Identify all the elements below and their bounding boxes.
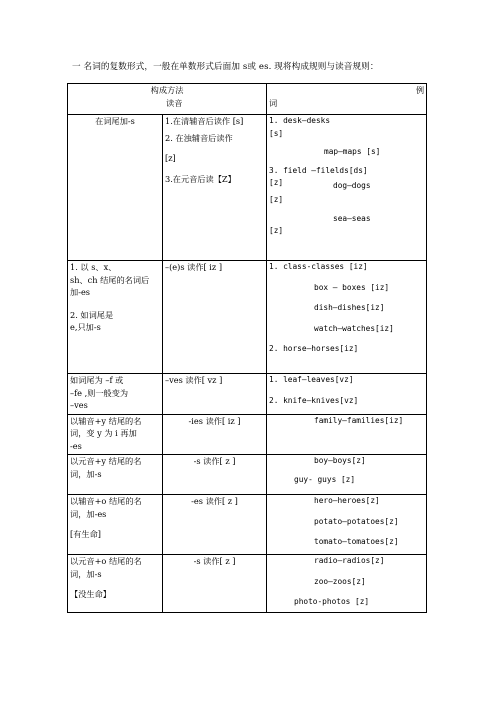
example-line: [z]	[269, 226, 284, 235]
method-cell	[68, 555, 163, 613]
header-example-cell	[267, 84, 427, 115]
header-example-top: 例	[415, 85, 425, 95]
method-line: 词，加-es	[70, 508, 107, 519]
header-example-bottom: 词	[269, 97, 278, 108]
reading-line: 2. 在浊辅音后读作	[165, 132, 233, 143]
method-line: 以元音+o 结尾的名	[70, 556, 142, 566]
example-cell	[267, 555, 427, 613]
table-row	[68, 414, 427, 455]
example-line: dog—dogs	[333, 180, 371, 190]
header-reading: 读音	[166, 97, 183, 108]
example-line: box — boxes [iz]	[314, 282, 390, 292]
example-cell	[267, 115, 427, 261]
reading-text: –ves 读作[ vz ]	[165, 375, 223, 385]
example-cell	[267, 455, 427, 495]
method-line: e,只加-s	[70, 322, 101, 332]
header-method-reading-cell	[68, 84, 267, 115]
method-line: 词，加-s	[70, 468, 102, 479]
example-line: radio—radios[z]	[314, 556, 385, 565]
example-line: watch—watches[iz]	[314, 323, 394, 333]
table-header-row	[68, 84, 427, 115]
example-line: hero—heroes[z]	[314, 496, 380, 505]
example-line: 1. desk—desks	[269, 116, 331, 125]
example-line: zoo—zoos[z]	[314, 576, 366, 586]
example-line: [z]	[269, 178, 284, 187]
example-line: dish—dishes[iz]	[314, 303, 385, 312]
table-row	[68, 115, 427, 261]
method-line: 加-es	[70, 287, 91, 297]
example-line: 3. field –filelds[ds]	[269, 165, 368, 175]
method-line: 词，变 y 为 i 再加	[70, 428, 137, 438]
table-row	[68, 261, 427, 374]
example-line: [s]	[269, 128, 284, 138]
header-method: 构成方法	[150, 85, 184, 95]
reading-text: -es 读作[ z ]	[191, 496, 238, 506]
method-line: –ves	[70, 400, 88, 410]
method-line: –fe ,则一般变为	[70, 387, 129, 398]
example-line: [z]	[269, 195, 284, 204]
method-cell	[68, 414, 163, 455]
reading-text: -s 读作[ z ]	[193, 456, 236, 466]
method-text: 在词尾加-s	[95, 116, 135, 126]
table-row	[68, 455, 427, 495]
example-line: photo-photos [z]	[294, 597, 370, 606]
method-cell	[68, 261, 163, 374]
reading-cell	[163, 495, 267, 555]
reading-cell	[163, 261, 267, 374]
reading-cell	[163, 374, 267, 415]
method-line: 【没生命】	[70, 589, 111, 599]
method-cell	[68, 495, 163, 555]
example-line: 2. knife—knives[vz]	[269, 395, 359, 405]
table-row	[68, 374, 427, 415]
reading-cell	[163, 555, 267, 613]
example-cell	[267, 374, 427, 415]
example-line: 2. horse—horses[iz]	[269, 344, 359, 353]
example-line: 1. leaf—leaves[vz]	[269, 375, 354, 384]
method-line: [有生命]	[70, 529, 101, 539]
table-row	[68, 495, 427, 555]
reading-cell	[163, 115, 267, 261]
example-line: map—maps [s]	[324, 147, 381, 156]
method-line: 1. 以 s、x、	[70, 262, 117, 272]
example-line: guy- guys [z]	[294, 474, 356, 484]
reading-text: -s 读作[ z ]	[193, 556, 236, 566]
example-cell	[267, 261, 427, 374]
method-line: 2. 如词尾是	[70, 309, 114, 320]
page-heading: 一 名词的复数形式，一般在单数形式后面加 s或 es. 现将构成规则与读音规则：	[72, 62, 379, 72]
reading-line: 1.在清辅音后读作 [s]	[165, 116, 244, 126]
reading-cell	[163, 455, 267, 495]
table-row	[68, 555, 427, 613]
example-line: sea—seas	[333, 213, 371, 223]
example-cell	[267, 495, 427, 555]
method-line: 以元音+y 结尾的名	[70, 456, 142, 466]
method-line: 词，加-s	[70, 568, 102, 579]
example-line: tomato—tomatoes[z]	[314, 537, 399, 546]
method-cell	[68, 115, 163, 261]
reading-line: [z]	[165, 153, 176, 163]
method-line: -es	[70, 440, 82, 451]
example-line: 1. class-classes [iz]	[269, 262, 368, 271]
reading-cell	[163, 414, 267, 455]
reading-text: –(e)s 读作[ iz ]	[165, 262, 223, 272]
method-line: 以辅音+o 结尾的名	[70, 496, 142, 506]
example-line: boy—boys[z]	[314, 456, 366, 465]
method-cell	[68, 455, 163, 495]
example-line: potato—potatoes[z]	[314, 516, 399, 526]
method-line: sh、ch 结尾的名词后	[70, 274, 150, 285]
method-line: 以辅音+y 结尾的名	[70, 415, 142, 426]
example-line: family—families[iz]	[314, 415, 404, 425]
reading-text: -ies 读作[ iz ]	[188, 415, 241, 426]
method-cell	[68, 374, 163, 415]
example-cell	[267, 414, 427, 455]
method-line: 如词尾为 –f 或	[70, 375, 124, 385]
reading-line: 3.在元音后读【Z】	[165, 173, 236, 184]
plural-rules-table	[67, 83, 427, 613]
